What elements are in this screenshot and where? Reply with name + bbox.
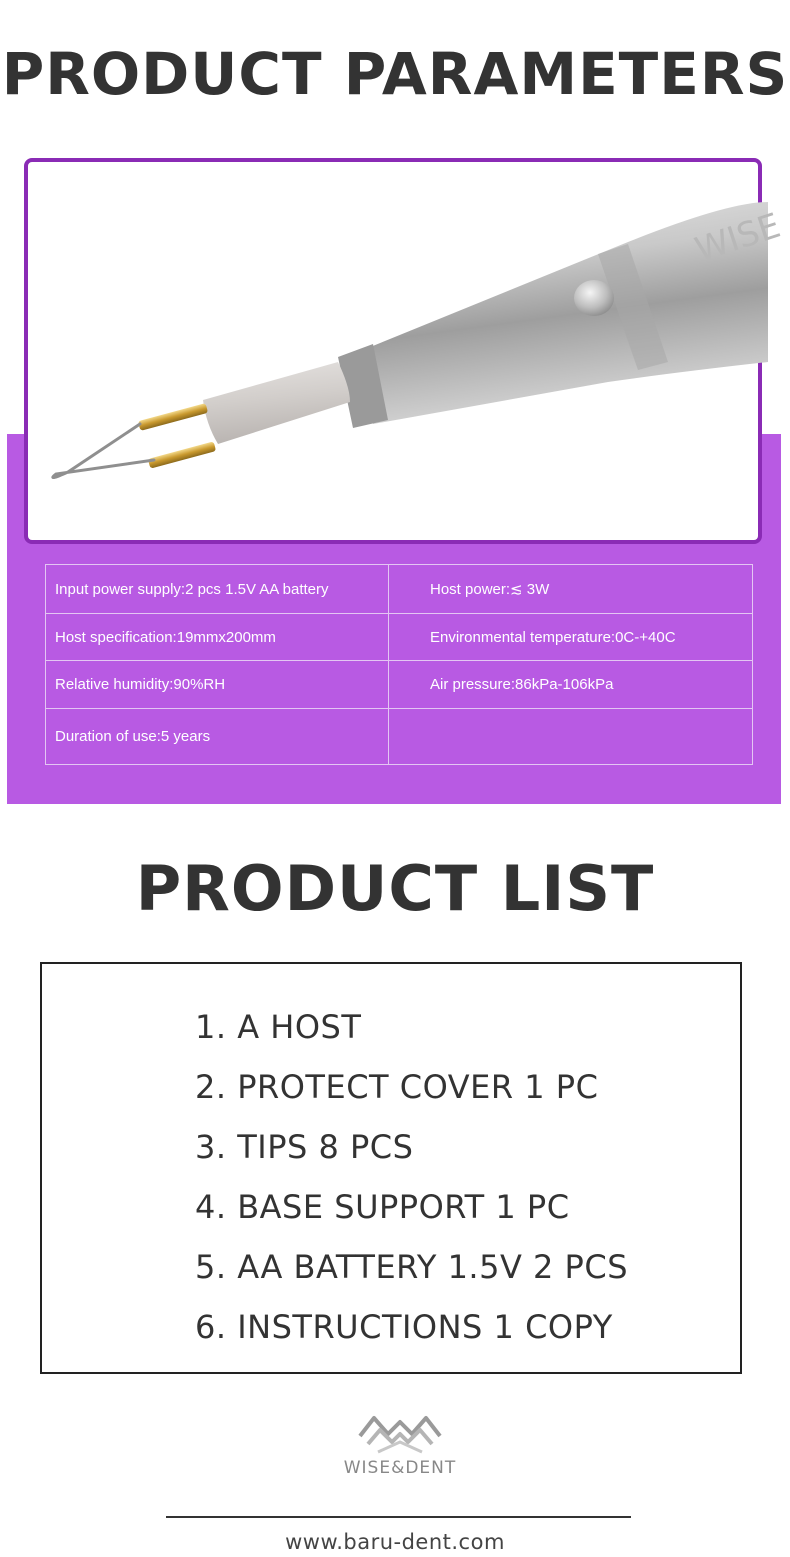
param-host-power: Host power:≲ 3W xyxy=(389,565,753,614)
table-row xyxy=(46,614,753,661)
parameters-table xyxy=(45,564,753,765)
param-host-specification: Host specification:19mmx200mm xyxy=(46,614,389,661)
brand-logo xyxy=(330,1412,470,1492)
table-row xyxy=(46,565,753,614)
product-list-box xyxy=(40,962,742,1374)
list-item: 1. A HOST xyxy=(195,1008,362,1046)
list-item: 6. INSTRUCTIONS 1 COPY xyxy=(195,1308,613,1346)
table-row xyxy=(46,709,753,765)
product-list xyxy=(195,1002,628,1362)
param-environmental-temperature: Environmental temperature:0C-+40C xyxy=(389,614,753,661)
param-relative-humidity: Relative humidity:90%RH xyxy=(46,661,389,709)
list-item: 3. TIPS 8 PCS xyxy=(195,1128,414,1166)
logo-text: WISE&DENT xyxy=(343,1458,457,1478)
product-list-title: PRODUCT LIST xyxy=(135,852,655,925)
handpiece-illustration xyxy=(28,162,786,540)
param-air-pressure: Air pressure:86kPa-106kPa xyxy=(389,661,753,709)
param-input-power: Input power supply:2 pcs 1.5V AA battery xyxy=(46,565,389,614)
product-photo xyxy=(24,158,786,544)
footer-divider xyxy=(166,1516,631,1518)
logo-icon xyxy=(354,1412,446,1456)
website-link[interactable]: www.baru-dent.com xyxy=(285,1530,505,1554)
param-duration-of-use: Duration of use:5 years xyxy=(46,709,389,765)
list-item: 4. BASE SUPPORT 1 PC xyxy=(195,1188,570,1226)
power-button-icon xyxy=(574,280,614,316)
parameters-title: PRODUCT PARAMETERS xyxy=(1,40,789,108)
table-row xyxy=(46,661,753,709)
brand-engraving: WISE xyxy=(690,205,786,271)
list-item: 2. PROTECT COVER 1 PC xyxy=(195,1068,599,1106)
param-empty-cell xyxy=(389,709,753,765)
list-item: 5. AA BATTERY 1.5V 2 PCS xyxy=(195,1248,628,1286)
